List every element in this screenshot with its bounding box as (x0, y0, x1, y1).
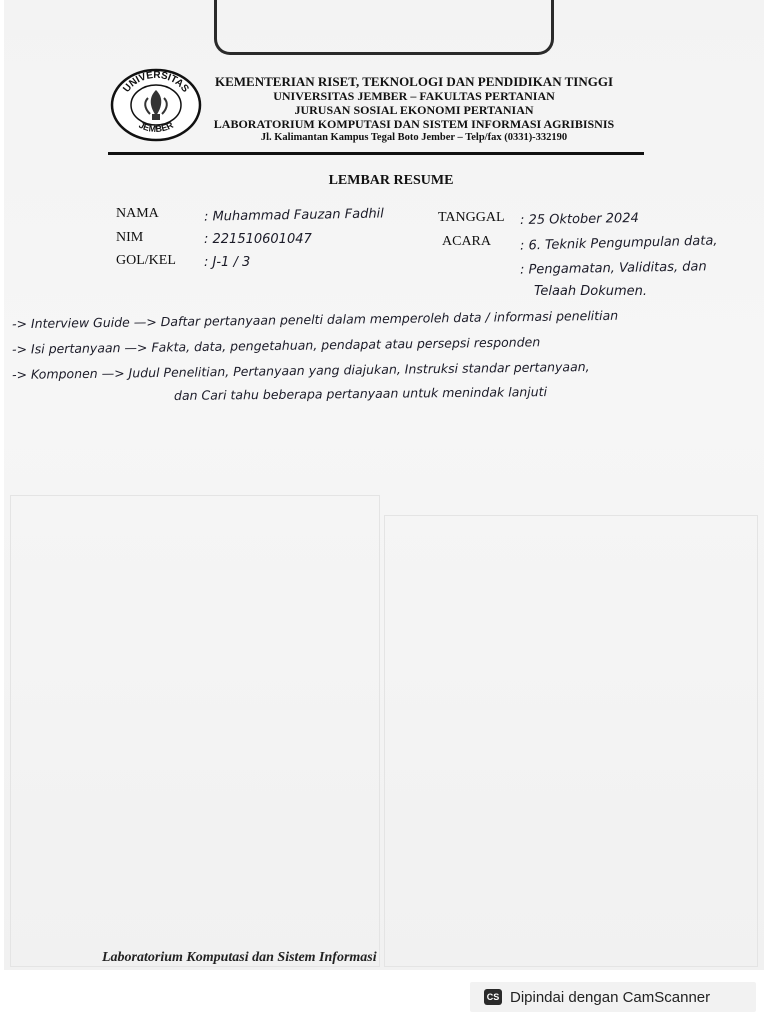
acara-value-line2: : Pengamatan, Validitas, dan (519, 259, 707, 278)
camscanner-icon: CS (484, 989, 502, 1005)
university-line: UNIVERSITAS JEMBER – FAKULTAS PERTANIAN (273, 89, 555, 103)
logo-top-text: UNIVERSITAS (121, 69, 191, 95)
page-title: LEMBAR RESUME (328, 173, 454, 188)
address-line: Jl. Kalimantan Kampus Tegal Boto Jember – Telp/fax (0331)-332190 (260, 132, 568, 143)
tanggal-label: TANGGAL (438, 210, 505, 225)
nim-label: NIM (116, 230, 144, 245)
logo-bottom-text: JEMBER (137, 119, 175, 135)
laboratory-line: LABORATORIUM KOMPUTASI DAN SISTEM INFORMASI AGRIBISNIS (213, 117, 615, 131)
university-logo (110, 66, 202, 142)
resume-line-4: dan Cari tahu beberapa pertanyaan untuk menindak lanjuti (173, 384, 548, 403)
resume-line-1: -> Interview Guide —> Daftar pertanyaan penelti dalam memperoleh data / informasi penelitian (11, 307, 619, 332)
paper-sheet (4, 0, 764, 970)
footer-text: Laboratorium Komputasi dan Sistem Informasi (102, 950, 377, 965)
letterhead (204, 74, 624, 145)
gol-value: : J-1 / 3 (204, 255, 251, 270)
nim-value: : 221510601047 (204, 232, 312, 247)
department-line: JURUSAN SOSIAL EKONOMI PERTANIAN (294, 103, 534, 117)
show-through-panel (10, 495, 380, 967)
acara-value-line1: : 6. Teknik Pengumpulan data, (519, 233, 718, 254)
camscanner-watermark (470, 982, 756, 1012)
tanggal-value: : 25 Oktober 2024 (519, 210, 639, 229)
clipboard-clip (214, 0, 554, 55)
ministry-line: KEMENTERIAN RISET, TEKNOLOGI DAN PENDIDIKAN TINGGI (214, 74, 614, 89)
resume-line-3: -> Komponen —> Judul Penelitian, Pertanyaan yang diajukan, Instruksi standar pertanyaan, (11, 358, 590, 383)
nama-value: : Muhammad Fauzan Fadhil (203, 206, 384, 225)
nama-label: NAMA (116, 206, 159, 221)
resume-line-2: -> Isi pertanyaan —> Fakta, data, pengetahuan, pendapat atau persepsi responden (11, 334, 541, 357)
acara-label: ACARA (442, 234, 492, 249)
show-through-panel (384, 515, 758, 967)
header-divider (108, 152, 644, 155)
acara-value-line3: Telaah Dokumen. (534, 284, 648, 299)
gol-label: GOL/KEL (116, 253, 176, 268)
camscanner-label: Dipindai dengan CamScanner (510, 988, 711, 1006)
